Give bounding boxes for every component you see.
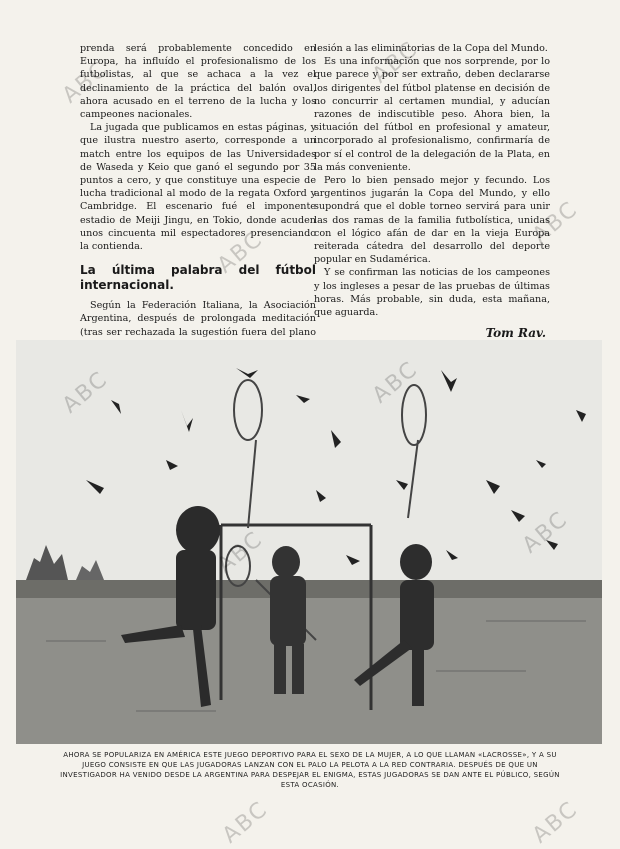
article-paragraph: Y se confirman las noticias de los campeones y los ingleses a pesar de las pruebas de últimas horas. Más probable, sin duda, esta mañana, que aguarda.	[314, 267, 550, 319]
author-signature: Tom Rav.	[485, 326, 546, 341]
watermark: ABC	[367, 36, 424, 89]
article-paragraph: Según la Federación Italiana, la Asociación Argentina, después de prolongada meditación (tras ser rechazada la sugestión fuera del plano	[80, 300, 316, 338]
watermark: ABC	[217, 796, 274, 849]
horizon-shore	[16, 580, 602, 598]
watermark: ABC	[212, 226, 269, 279]
article-column-left	[80, 42, 316, 352]
article-paragraph: La jugada que publicamos en estas páginas, y que ilustra nuestro aserto, corresponde a un match entre los equipos de las Universidades de Waseda y Keio que ganó el segundo por 35 puntos a cero, y que constituye una especie de lucha tradicional al modo de la regata Oxford y Cambridge. El escenario fué el imponente estadio de Meiji Jingu, en Tokio, donde acuden unos cincuenta mil espectadores presenciando la contienda.	[80, 122, 316, 253]
article-paragraph: Es una información que nos sorprende, por lo que parece y por ser extraño, deben declararse los dirigentes del fútbol platense en decisión de no concurrir al certamen mundial, y aducían razones de indiscutible peso. Ahora bien, la situación del fútbol en profesional y amateur, incorporado al profesionalismo, confirmaría de por sí el control de la delegación de la Plata, en la más conveniente.	[314, 56, 550, 173]
section-subhead: La última palabra del fútbol internacional.	[80, 263, 316, 293]
watermark: ABC	[57, 56, 114, 109]
article-column-right	[314, 42, 550, 340]
ground	[16, 592, 602, 744]
photo-illustration	[16, 340, 602, 744]
lacrosse-photo	[16, 340, 602, 744]
watermark: ABC	[527, 796, 584, 849]
photo-caption: AHORA SE POPULARIZA EN AMÉRICA ESTE JUEGO DEPORTIVO PARA EL SEXO DE LA MUJER, A LO QUE LLAMAN «LACROSSE», Y A SU JUEGO CONSISTE EN QUE LAS JUGADORAS LANZAN CON EL PALO LA PELOTA A LA RED CONTRARIA. DESPUÉS DE QUE UN INVESTIGADOR HA VENIDO DESDE LA ARGENTINA PARA DESPEJAR EL ENIGMA, ESTAS JUGADORAS SE DAN ANTE EL PÚBLICO, SEGÚN ESTA OCASIÓN.	[60, 751, 560, 789]
article-paragraph: Pero lo bien pensado mejor y fecundo. Los argentinos jugarán la Copa del Mundo, y ello supondrá que el doble torneo servirá para unir las dos ramas de la familia futbolística, unidas con el lógico afán de dar en la vieja Europa reiterada cátedra del desarrollo del deporte popular en Sudamérica.	[314, 175, 550, 266]
watermark: ABC	[527, 196, 584, 249]
article-paragraph: prenda será probablemente concedido en Europa, ha influído el profesionalismo de los futbolistas, al que se achaca a la vez el declinamiento de la práctica del balón oval, ahora acusado en el terreno de la lucha y los campeones nacionales.	[80, 43, 316, 121]
article-paragraph: lesión a las eliminatorias de la Copa del Mundo.	[314, 43, 548, 54]
